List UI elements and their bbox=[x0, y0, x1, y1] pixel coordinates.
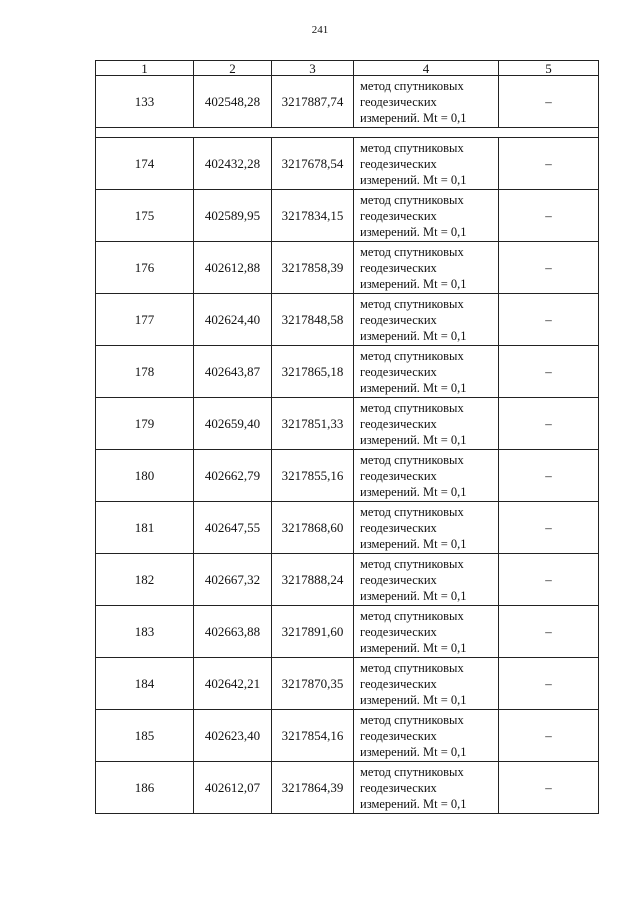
method-text-line: метод спутниковых bbox=[360, 504, 464, 519]
point-number-cell: 184 bbox=[96, 658, 194, 710]
y-coordinate-cell: 3217870,35 bbox=[272, 658, 354, 710]
method-text-line: измерений. Mt = 0,1 bbox=[360, 432, 467, 447]
note-cell bbox=[499, 502, 599, 554]
point-number-cell: 175 bbox=[96, 190, 194, 242]
method-text-line: измерений. Mt = 0,1 bbox=[360, 796, 467, 811]
method-text-line: измерений. Mt = 0,1 bbox=[360, 692, 467, 707]
dash-mark: – bbox=[545, 415, 552, 431]
x-coordinate-cell: 402612,07 bbox=[194, 762, 272, 814]
point-number-cell: 185 bbox=[96, 710, 194, 762]
method-cell bbox=[354, 762, 499, 814]
note-cell bbox=[499, 190, 599, 242]
column-header: 1 bbox=[96, 61, 194, 76]
point-number-cell: 182 bbox=[96, 554, 194, 606]
method-text-line: измерений. Mt = 0,1 bbox=[360, 224, 467, 239]
method-cell bbox=[354, 450, 499, 502]
point-number-cell: 180 bbox=[96, 450, 194, 502]
point-number-cell: 186 bbox=[96, 762, 194, 814]
table-gap-row bbox=[96, 128, 599, 138]
y-coordinate-cell: 3217888,24 bbox=[272, 554, 354, 606]
note-cell bbox=[499, 762, 599, 814]
note-cell bbox=[499, 242, 599, 294]
dash-mark: – bbox=[545, 363, 552, 379]
point-number-cell: 174 bbox=[96, 138, 194, 190]
table-row bbox=[96, 762, 599, 814]
method-text-line: геодезических bbox=[360, 260, 437, 275]
method-cell bbox=[354, 606, 499, 658]
y-coordinate-cell: 3217854,16 bbox=[272, 710, 354, 762]
table-row bbox=[96, 242, 599, 294]
dash-mark: – bbox=[545, 311, 552, 327]
dash-mark: – bbox=[545, 467, 552, 483]
method-text-line: измерений. Mt = 0,1 bbox=[360, 744, 467, 759]
column-header: 2 bbox=[194, 61, 272, 76]
method-text-line: метод спутниковых bbox=[360, 140, 464, 155]
table-row bbox=[96, 346, 599, 398]
method-text-line: метод спутниковых bbox=[360, 348, 464, 363]
note-cell bbox=[499, 398, 599, 450]
x-coordinate-cell: 402589,95 bbox=[194, 190, 272, 242]
method-text-line: геодезических bbox=[360, 156, 437, 171]
dash-mark: – bbox=[545, 779, 552, 795]
y-coordinate-cell: 3217887,74 bbox=[272, 76, 354, 128]
method-text-line: геодезических bbox=[360, 780, 437, 795]
method-text-line: измерений. Mt = 0,1 bbox=[360, 276, 467, 291]
method-text-line: геодезических bbox=[360, 208, 437, 223]
method-text-line: геодезических bbox=[360, 364, 437, 379]
method-cell bbox=[354, 398, 499, 450]
method-text-line: геодезических bbox=[360, 416, 437, 431]
x-coordinate-cell: 402659,40 bbox=[194, 398, 272, 450]
column-header: 3 bbox=[272, 61, 354, 76]
method-text-line: метод спутниковых bbox=[360, 556, 464, 571]
method-text-line: измерений. Mt = 0,1 bbox=[360, 640, 467, 655]
note-cell bbox=[499, 294, 599, 346]
point-number-cell: 133 bbox=[96, 76, 194, 128]
dash-mark: – bbox=[545, 155, 552, 171]
method-text-line: измерений. Mt = 0,1 bbox=[360, 484, 467, 499]
table-row bbox=[96, 398, 599, 450]
y-coordinate-cell: 3217858,39 bbox=[272, 242, 354, 294]
method-text-line: измерений. Mt = 0,1 bbox=[360, 536, 467, 551]
table-row bbox=[96, 658, 599, 710]
method-text-line: геодезических bbox=[360, 624, 437, 639]
table-row bbox=[96, 138, 599, 190]
method-text-line: геодезических bbox=[360, 676, 437, 691]
method-text-line: измерений. Mt = 0,1 bbox=[360, 172, 467, 187]
dash-mark: – bbox=[545, 675, 552, 691]
table-body bbox=[96, 61, 599, 814]
x-coordinate-cell: 402663,88 bbox=[194, 606, 272, 658]
point-number-cell: 178 bbox=[96, 346, 194, 398]
method-cell bbox=[354, 346, 499, 398]
method-text-line: метод спутниковых bbox=[360, 764, 464, 779]
method-text-line: измерений. Mt = 0,1 bbox=[360, 328, 467, 343]
method-text-line: метод спутниковых bbox=[360, 244, 464, 259]
y-coordinate-cell: 3217864,39 bbox=[272, 762, 354, 814]
method-cell bbox=[354, 242, 499, 294]
page-number: 241 bbox=[311, 24, 329, 36]
method-cell bbox=[354, 710, 499, 762]
x-coordinate-cell: 402662,79 bbox=[194, 450, 272, 502]
y-coordinate-cell: 3217851,33 bbox=[272, 398, 354, 450]
dash-mark: – bbox=[545, 571, 552, 587]
method-text-line: метод спутниковых bbox=[360, 192, 464, 207]
table-row bbox=[96, 76, 599, 128]
method-text-line: измерений. Mt = 0,1 bbox=[360, 588, 467, 603]
y-coordinate-cell: 3217868,60 bbox=[272, 502, 354, 554]
table-row bbox=[96, 606, 599, 658]
y-coordinate-cell: 3217834,15 bbox=[272, 190, 354, 242]
table-header-row bbox=[96, 61, 599, 76]
method-cell bbox=[354, 190, 499, 242]
dash-mark: – bbox=[545, 519, 552, 535]
x-coordinate-cell: 402612,88 bbox=[194, 242, 272, 294]
dash-mark: – bbox=[545, 207, 552, 223]
dash-mark: – bbox=[545, 623, 552, 639]
note-cell bbox=[499, 554, 599, 606]
method-text-line: геодезических bbox=[360, 312, 437, 327]
y-coordinate-cell: 3217848,58 bbox=[272, 294, 354, 346]
dash-mark: – bbox=[545, 93, 552, 109]
method-text-line: метод спутниковых bbox=[360, 400, 464, 415]
y-coordinate-cell: 3217678,54 bbox=[272, 138, 354, 190]
column-header: 4 bbox=[354, 61, 499, 76]
method-text-line: измерений. Mt = 0,1 bbox=[360, 110, 467, 125]
note-cell bbox=[499, 710, 599, 762]
method-text-line: геодезических bbox=[360, 728, 437, 743]
point-number-cell: 181 bbox=[96, 502, 194, 554]
method-cell bbox=[354, 658, 499, 710]
table-row bbox=[96, 450, 599, 502]
coordinates-table bbox=[95, 60, 599, 814]
table-row bbox=[96, 502, 599, 554]
x-coordinate-cell: 402643,87 bbox=[194, 346, 272, 398]
column-header: 5 bbox=[499, 61, 599, 76]
table-row bbox=[96, 190, 599, 242]
method-text-line: метод спутниковых bbox=[360, 608, 464, 623]
point-number-cell: 179 bbox=[96, 398, 194, 450]
table-row bbox=[96, 294, 599, 346]
y-coordinate-cell: 3217891,60 bbox=[272, 606, 354, 658]
x-coordinate-cell: 402667,32 bbox=[194, 554, 272, 606]
method-text-line: геодезических bbox=[360, 468, 437, 483]
method-text-line: метод спутниковых bbox=[360, 660, 464, 675]
x-coordinate-cell: 402642,21 bbox=[194, 658, 272, 710]
note-cell bbox=[499, 138, 599, 190]
note-cell bbox=[499, 606, 599, 658]
x-coordinate-cell: 402647,55 bbox=[194, 502, 272, 554]
note-cell bbox=[499, 76, 599, 128]
note-cell bbox=[499, 450, 599, 502]
note-cell bbox=[499, 658, 599, 710]
method-text-line: геодезических bbox=[360, 94, 437, 109]
point-number-cell: 177 bbox=[96, 294, 194, 346]
method-cell bbox=[354, 554, 499, 606]
x-coordinate-cell: 402624,40 bbox=[194, 294, 272, 346]
method-text-line: геодезических bbox=[360, 572, 437, 587]
method-text-line: метод спутниковых bbox=[360, 452, 464, 467]
method-text-line: геодезических bbox=[360, 520, 437, 535]
x-coordinate-cell: 402623,40 bbox=[194, 710, 272, 762]
table-gap-cell bbox=[96, 128, 599, 138]
table-row bbox=[96, 554, 599, 606]
y-coordinate-cell: 3217855,16 bbox=[272, 450, 354, 502]
point-number-cell: 176 bbox=[96, 242, 194, 294]
point-number-cell: 183 bbox=[96, 606, 194, 658]
method-cell bbox=[354, 294, 499, 346]
dash-mark: – bbox=[545, 727, 552, 743]
method-text-line: метод спутниковых bbox=[360, 296, 464, 311]
method-text-line: метод спутниковых bbox=[360, 78, 464, 93]
method-cell bbox=[354, 76, 499, 128]
method-text-line: измерений. Mt = 0,1 bbox=[360, 380, 467, 395]
method-text-line: метод спутниковых bbox=[360, 712, 464, 727]
method-cell bbox=[354, 138, 499, 190]
method-cell bbox=[354, 502, 499, 554]
dash-mark: – bbox=[545, 259, 552, 275]
note-cell bbox=[499, 346, 599, 398]
y-coordinate-cell: 3217865,18 bbox=[272, 346, 354, 398]
table-row bbox=[96, 710, 599, 762]
x-coordinate-cell: 402432,28 bbox=[194, 138, 272, 190]
x-coordinate-cell: 402548,28 bbox=[194, 76, 272, 128]
